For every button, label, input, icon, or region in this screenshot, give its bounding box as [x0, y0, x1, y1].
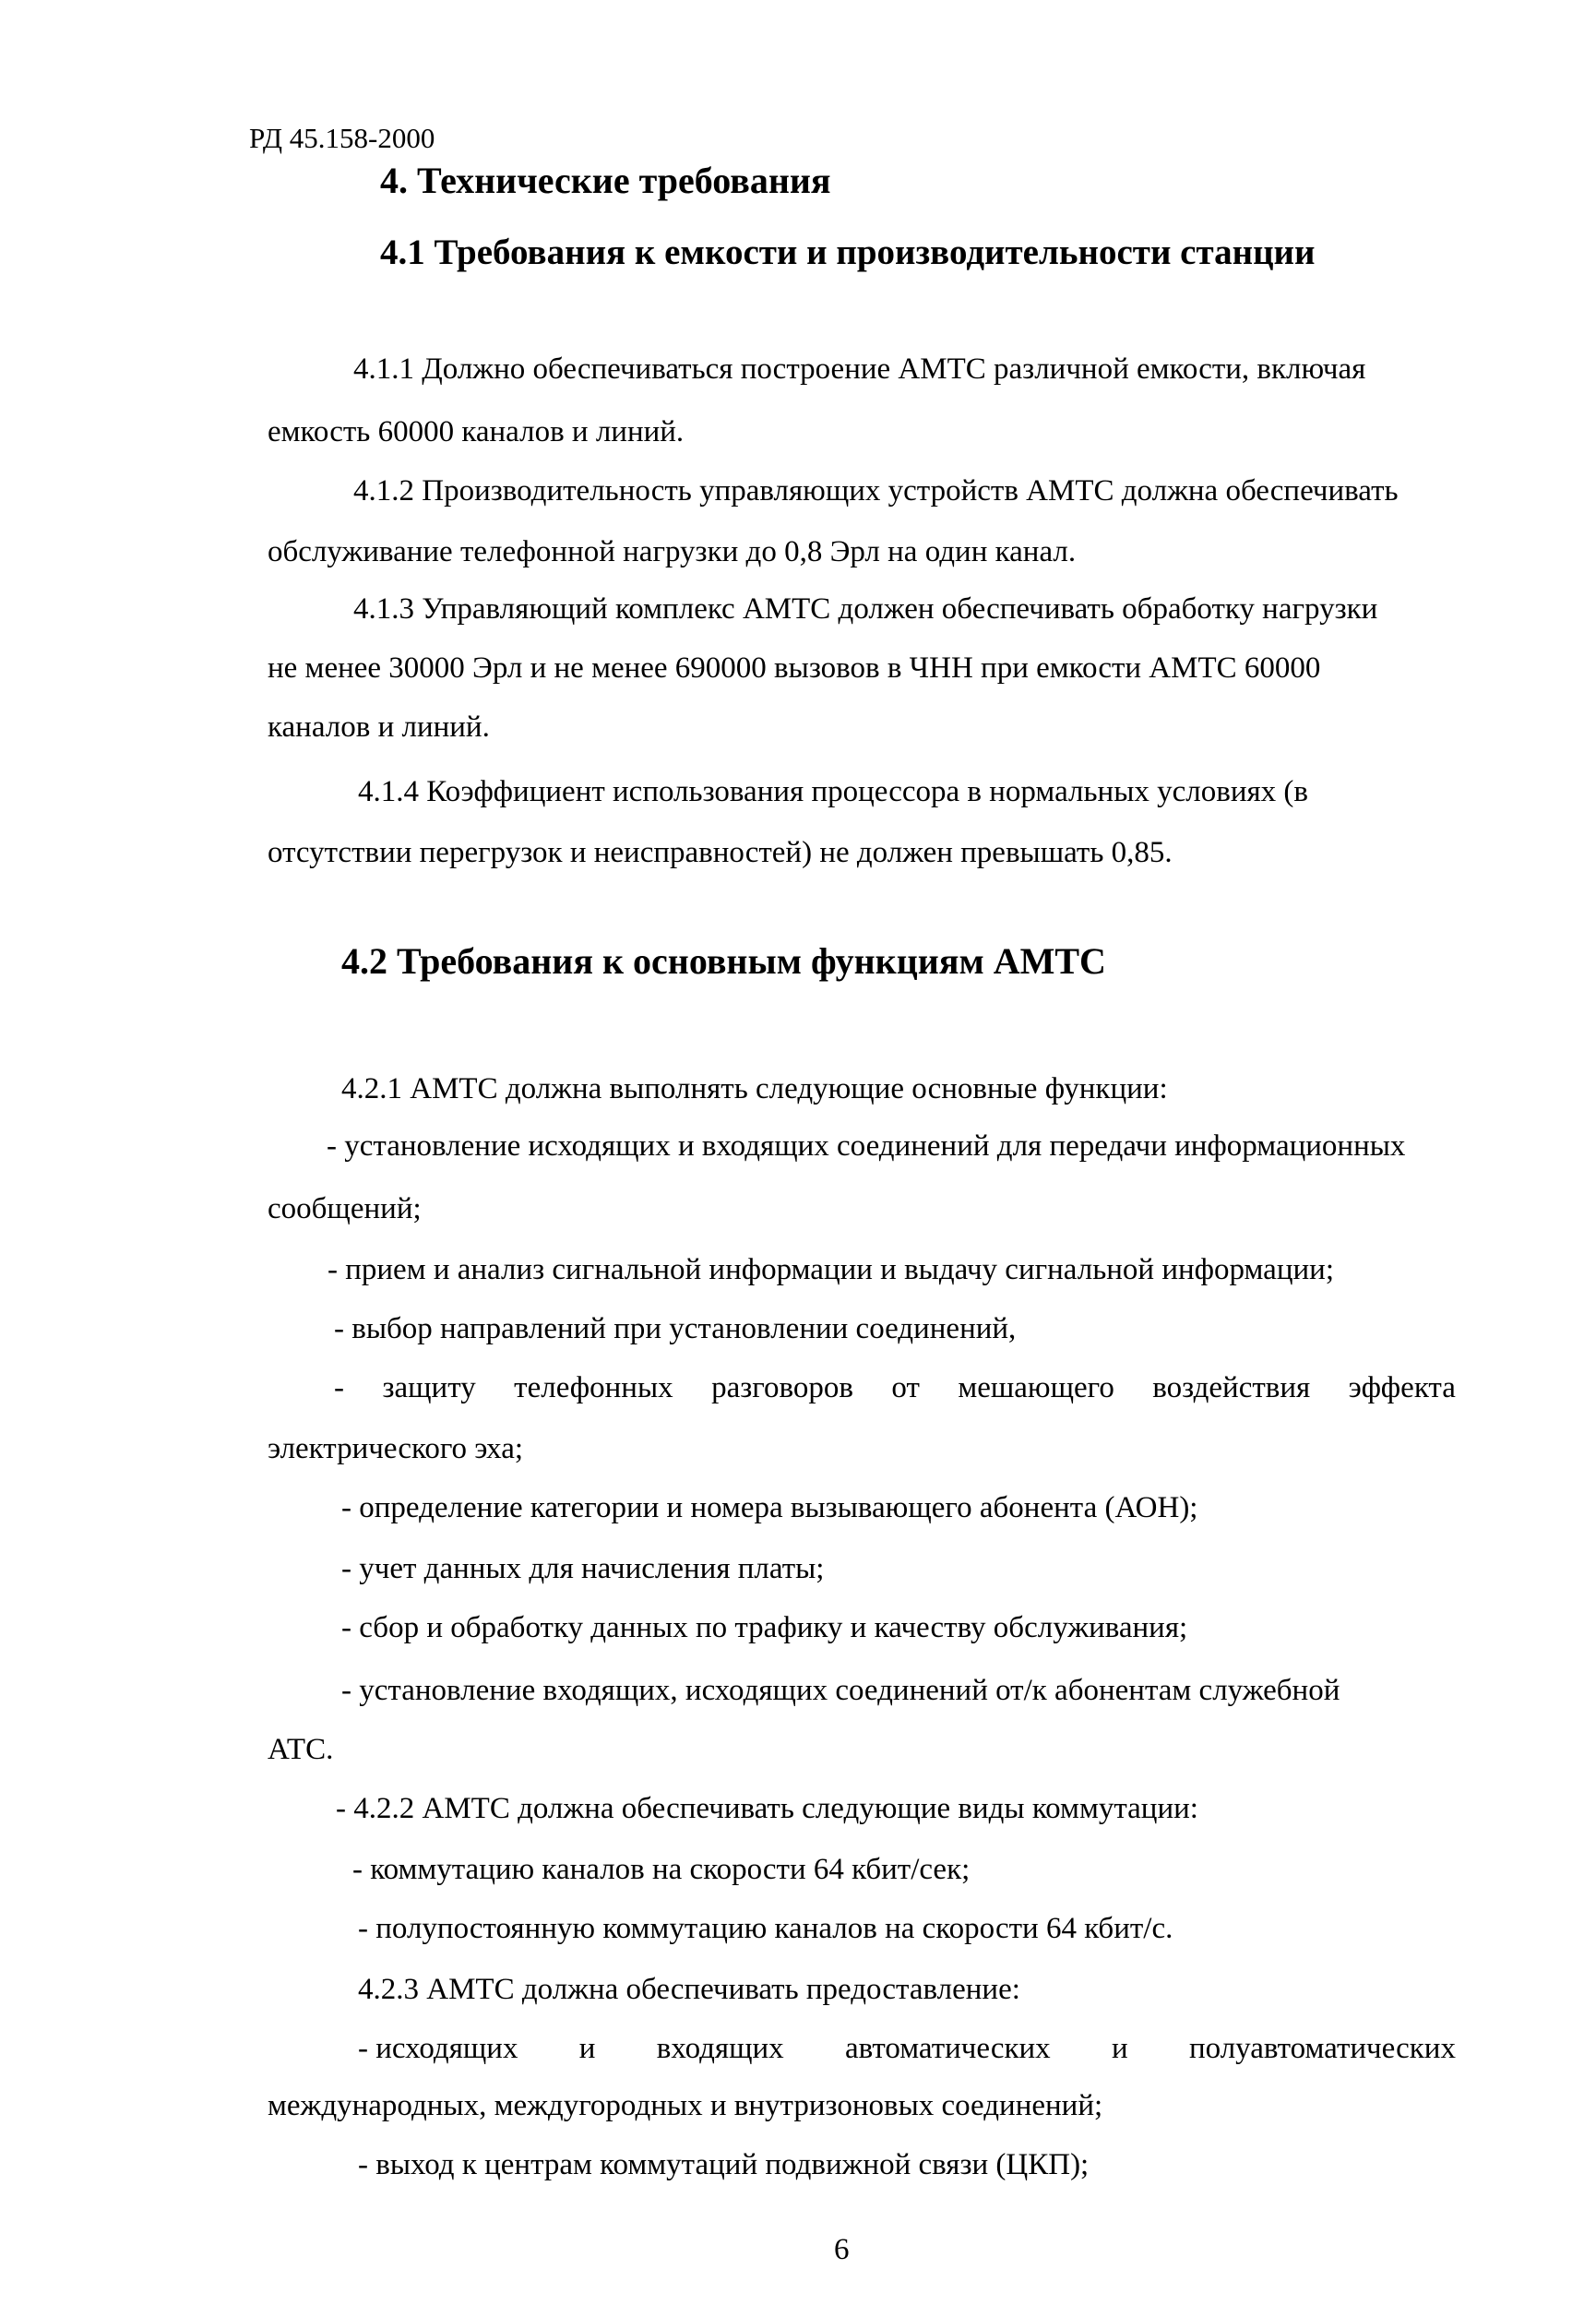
para-4-2-1: 4.2.1 АМТС должна выполнять следующие основные функции: [341, 1072, 1168, 1105]
document-code: РД 45.158-2000 [249, 122, 435, 154]
function-6: - учет данных для начисления платы; [341, 1552, 825, 1585]
service-1-line1 [358, 2030, 1456, 2067]
function-3: - выбор направлений при установлении соединений, [334, 1312, 1017, 1345]
word: автоматических [844, 2032, 1051, 2065]
para-4-1-3-line2: не менее 30000 Эрл и не менее 690000 вызовов в ЧНН при емкости АМТС 60000 [268, 651, 1321, 685]
function-8-line1: - установление входящих, исходящих соединений от/к абонентам служебной [341, 1674, 1340, 1707]
service-1-line2: международных, междугородных и внутризоновых соединений; [268, 2089, 1103, 2122]
word: полуавтоматических [1188, 2032, 1456, 2065]
function-1-line1: - установление исходящих и входящих соединений для передачи информационных [327, 1129, 1406, 1163]
word: входящих [656, 2032, 784, 2065]
word: защиту [382, 1371, 476, 1404]
para-4-1-4-line1: 4.1.4 Коэффициент использования процессора в нормальных условиях (в [358, 775, 1308, 808]
switching-1: - коммутацию каналов на скорости 64 кбит/сек; [352, 1853, 971, 1886]
para-4-2-2: - 4.2.2 АМТС должна обеспечивать следующие виды коммутации: [336, 1792, 1198, 1825]
page-number: 6 [834, 2233, 850, 2266]
word: от [891, 1371, 920, 1404]
function-4-line1 [334, 1369, 1456, 1406]
section-4-2-title: 4.2 Требования к основным функциям АМТС [341, 940, 1106, 982]
word: разговоров [711, 1371, 853, 1404]
word: - [334, 1371, 344, 1404]
function-7: - сбор и обработку данных по трафику и качеству обслуживания; [341, 1611, 1188, 1644]
para-4-1-2-line2: обслуживание телефонной нагрузки до 0,8 Эрл на один канал. [268, 535, 1077, 568]
para-4-1-2-line1: 4.1.2 Производительность управляющих устройств АМТС должна обеспечивать [353, 474, 1399, 508]
word: эффекта [1348, 1371, 1456, 1404]
function-2: - прием и анализ сигнальной информации и выдачу сигнальной информации; [328, 1253, 1334, 1286]
section-4-title: 4. Технические требования [380, 160, 831, 201]
function-1-line2: сообщений; [268, 1192, 422, 1225]
word: - исходящих [358, 2032, 518, 2065]
para-4-1-3-line1: 4.1.3 Управляющий комплекс АМТС должен обеспечивать обработку нагрузки [353, 592, 1378, 626]
para-4-1-3-line3: каналов и линий. [268, 711, 490, 744]
switching-2: - полупостоянную коммутацию каналов на скорости 64 кбит/с. [358, 1912, 1173, 1945]
word: и [1112, 2032, 1128, 2065]
para-4-1-1-line1: 4.1.1 Должно обеспечиваться построение АМТС различной емкости, включая [353, 352, 1366, 386]
word: воздействия [1152, 1371, 1311, 1404]
word: мешающего [958, 1371, 1114, 1404]
function-4-line2: электрического эха; [268, 1432, 524, 1465]
function-5: - определение категории и номера вызывающего абонента (АОН); [341, 1491, 1198, 1524]
service-2: - выход к центрам коммутаций подвижной связи (ЦКП); [358, 2148, 1090, 2181]
function-8-line2: АТС. [268, 1733, 334, 1766]
section-4-1-title: 4.1 Требования к емкости и производительности станции [380, 233, 1316, 272]
para-4-2-3: 4.2.3 АМТС должна обеспечивать предоставление: [358, 1973, 1020, 2006]
word: и [578, 2032, 596, 2065]
word: телефонных [514, 1371, 673, 1404]
para-4-1-4-line2: отсутствии перегрузок и неисправностей) не должен превышать 0,85. [268, 836, 1173, 869]
para-4-1-1-line2: емкость 60000 каналов и линий. [268, 415, 685, 448]
